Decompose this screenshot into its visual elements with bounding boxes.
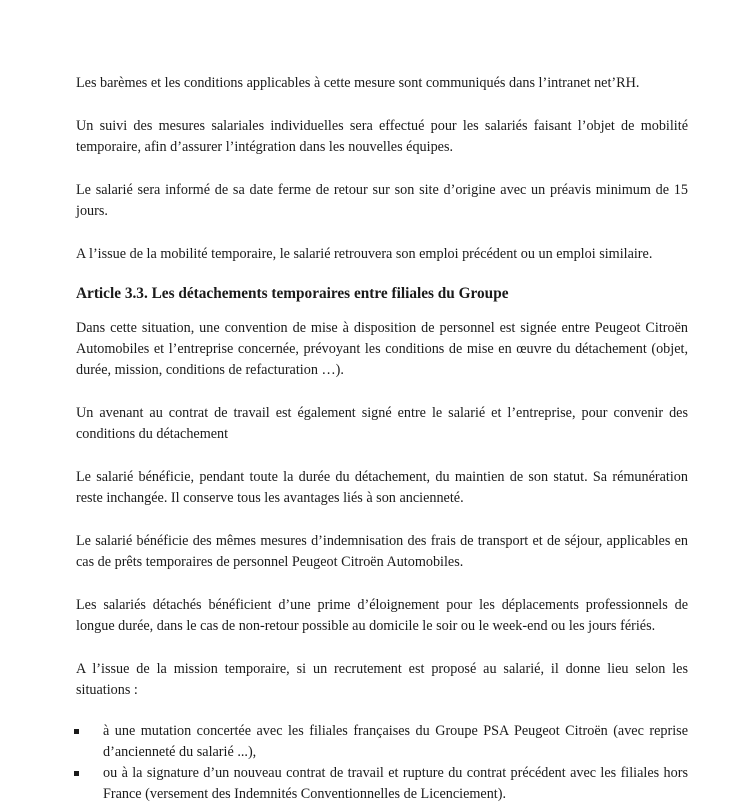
paragraph-date-retour: Le salarié sera informé de sa date ferme de retour sur son site d’origine avec un préavis minimum de 15 jours. (76, 182, 688, 219)
list-item (76, 721, 688, 763)
situations-list (76, 721, 688, 805)
paragraph-statut: Le salarié bénéficie, pendant toute la durée du détachement, du maintien de son statut. Sa rémunération reste inchangée. Il conserve tous les avantages liés à son ancienneté. (76, 469, 688, 506)
paragraph-avenant: Un avenant au contrat de travail est également signé entre le salarié et l’entreprise, pour convenir des conditions du détachement (76, 405, 688, 442)
paragraph-issue-mission: A l’issue de la mission temporaire, si un recrutement est proposé au salarié, il donne lieu selon les situations : (76, 661, 688, 698)
paragraph-convention: Dans cette situation, une convention de mise à disposition de personnel est signée entre Peugeot Citroën Automobiles et l’entreprise concernée, prévoyant les conditions de mise en œuvre du détachement (objet, durée, mission, conditions de refacturation …). (76, 320, 688, 378)
paragraph-issue-mobilite: A l’issue de la mobilité temporaire, le salarié retrouvera son emploi précédent ou un emploi similaire. (76, 246, 653, 262)
paragraph-bareme: Les barèmes et les conditions applicables à cette mesure sont communiqués dans l’intranet net’RH. (76, 75, 640, 91)
paragraph-prime-eloignement: Les salariés détachés bénéficient d’une prime d’éloignement pour les déplacements professionnels de longue durée, dans le cas de non-retour possible au domicile le soir ou le week-end ou les jours fériés. (76, 597, 688, 634)
list-item (76, 763, 688, 805)
paragraph-suivi-mesures: Un suivi des mesures salariales individuelles sera effectué pour les salariés faisant l’objet de mobilité temporaire, afin d’assurer l’intégration dans les nouvelles équipes. (76, 118, 688, 155)
paragraph-indemnisation: Le salarié bénéficie des mêmes mesures d’indemnisation des frais de transport et de séjour, applicables en cas de prêts temporaires de personnel Peugeot Citroën Automobiles. (76, 533, 688, 570)
list-item-text: à une mutation concertée avec les filiales françaises du Groupe PSA Peugeot Citroën (avec reprise d’ancienneté du salarié ...), (103, 723, 688, 760)
article-heading: Article 3.3. Les détachements temporaires entre filiales du Groupe (76, 285, 509, 302)
square-bullet-icon (74, 721, 97, 742)
list-item-text: ou à la signature d’un nouveau contrat de travail et rupture du contrat précédent avec les filiales hors France (versement des Indemnités Conventionnelles de Licenciement). (103, 765, 688, 802)
document-page (76, 73, 688, 805)
square-bullet-icon (74, 763, 97, 784)
